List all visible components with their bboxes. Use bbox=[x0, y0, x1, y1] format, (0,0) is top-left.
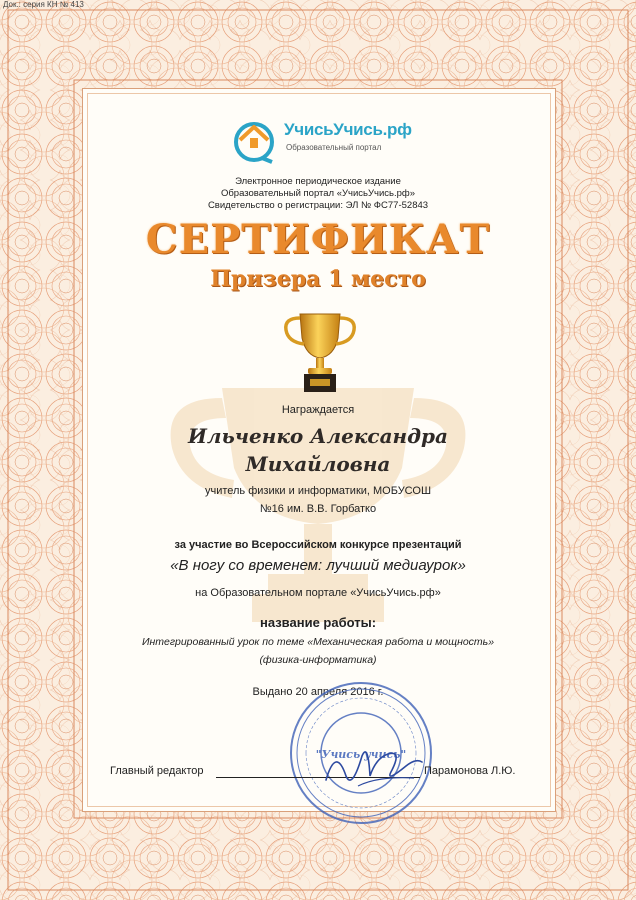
work-title-line: (физика-информатика) bbox=[259, 654, 377, 666]
certificate-content bbox=[82, 88, 554, 810]
portal-logo bbox=[232, 118, 412, 164]
portal-logo-name: УчисьУчись.рф bbox=[284, 120, 412, 139]
award-label: Награждается bbox=[281, 404, 355, 416]
work-title-line: Интегрированный урок по теме «Механическая работа и мощность» bbox=[141, 636, 495, 648]
publication-line: Электронное периодическое издание bbox=[235, 176, 401, 187]
contest-name: «В ногу со временем: лучший медиаурок» bbox=[170, 557, 466, 574]
editor-name: Парамонова Л.Ю. bbox=[424, 765, 516, 777]
certificate-subtitle: Призера 1 место bbox=[210, 266, 426, 292]
work-heading: название работы: bbox=[259, 615, 377, 630]
portal-text: на Образовательном портале «УчисьУчись.рф» bbox=[195, 587, 441, 599]
recipient-name bbox=[82, 422, 554, 478]
recipient-name-line: Ильченко Александра bbox=[188, 424, 448, 448]
stamp-text: "Учись учись" bbox=[315, 748, 407, 761]
recipient-position-line: учитель физики и информатики, МОБУСОШ bbox=[204, 485, 432, 497]
work-title bbox=[92, 633, 544, 669]
recipient-name-line: Михайловна bbox=[245, 452, 391, 476]
certificate-title: СЕРТИФИКАТ bbox=[145, 216, 491, 263]
handwritten-signature bbox=[315, 736, 428, 794]
portal-logo-subtitle: Образовательный портал bbox=[286, 143, 382, 152]
house-logo-icon bbox=[232, 118, 280, 164]
participation-text: за участие во Всероссийском конкурсе презентаций bbox=[174, 539, 462, 551]
issue-date: Выдано 20 апреля 2016 г. bbox=[252, 686, 384, 698]
publication-line: Образовательный портал «УчисьУчись.рф» bbox=[220, 188, 416, 199]
publication-info bbox=[82, 176, 554, 212]
publication-line: Свидетельство о регистрации: ЭЛ № ФС77-52843 bbox=[207, 200, 429, 211]
recipient-position bbox=[142, 482, 494, 518]
document-number: Док.: серия КН № 413 bbox=[3, 0, 84, 9]
trophy-icon bbox=[278, 310, 362, 396]
recipient-position-line: №16 им. В.В. Горбатко bbox=[259, 503, 377, 515]
editor-label: Главный редактор bbox=[110, 765, 204, 777]
